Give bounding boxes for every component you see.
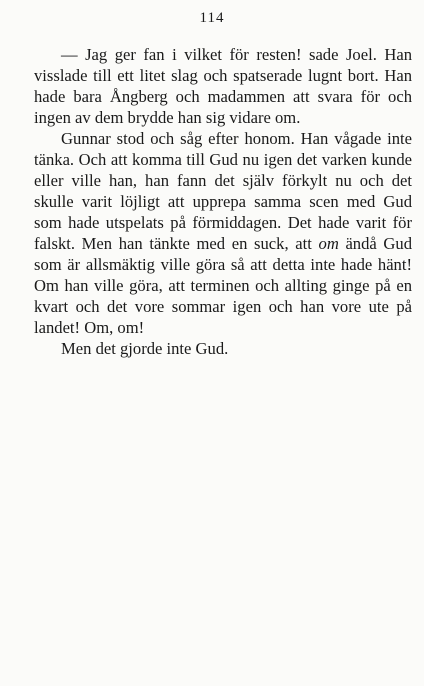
paragraph-2-text-end: ändå Gud som är allsmäktig ville göra så att detta inte hade hänt! Om han ville göra, att terminen och allting ginge på en kvart och det vore sommar igen och han vore ute på landet! Om, om!: [34, 234, 412, 337]
paragraph-2-text-start: Gunnar stod och såg efter honom. Han vågade inte tänka. Och att komma till Gud nu igen det varken kunde eller ville han, han fann det själv förkylt nu och det skulle varit löjligt att upprepa samma scen med Gud som hade utspelats på förmiddagen. Det hade varit för falskt. Men han tänkte med en suck, att: [34, 129, 412, 253]
paragraph-2-emphasis: om: [318, 234, 339, 253]
page-number: 114: [199, 10, 225, 26]
paragraph-2: [34, 128, 412, 338]
paragraph-3: Men det gjorde inte Gud.: [61, 339, 229, 358]
paragraph-1: — Jag ger fan i vilket för resten! sade Joel. Han visslade till ett litet slag och spatserade lugnt bort. Han hade bara Ångberg och madammen att svara för och ingen av dem brydde han sig vidare om.: [34, 45, 412, 127]
body-text: [34, 44, 412, 359]
